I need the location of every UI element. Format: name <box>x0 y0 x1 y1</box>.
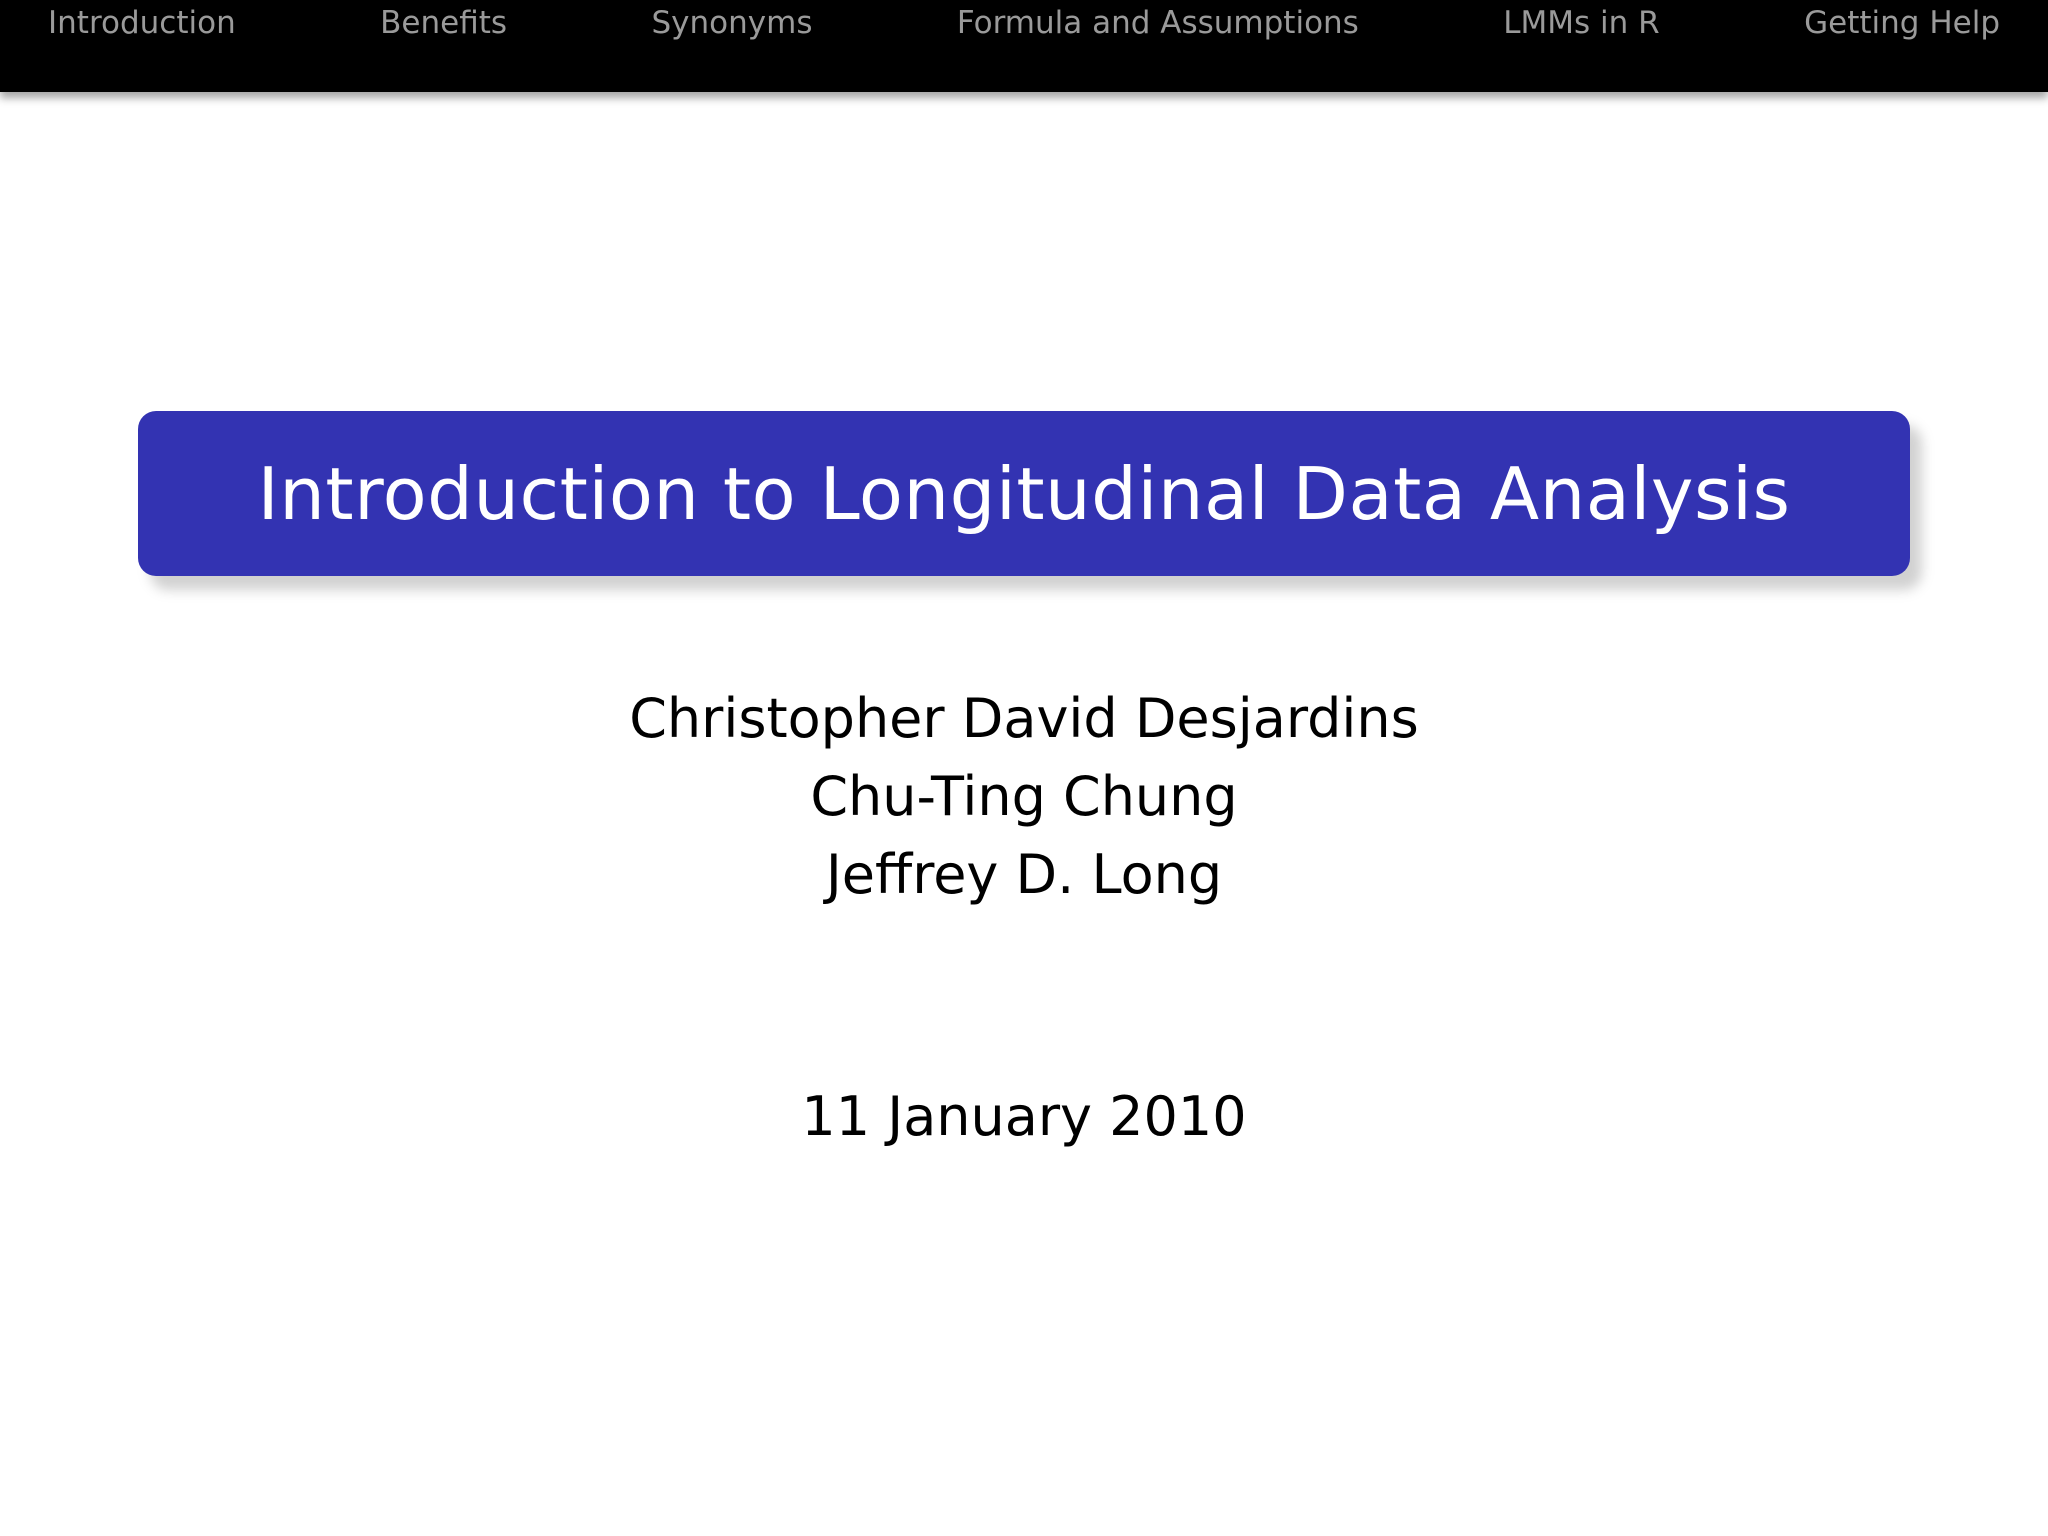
nav-item-benefits[interactable]: Benefits <box>380 5 508 41</box>
author-name: Christopher David Desjardins <box>629 687 1419 750</box>
author-name: Jeffrey D. Long <box>825 843 1223 906</box>
nav-item-formula-and-assumptions[interactable]: Formula and Assumptions <box>956 5 1359 41</box>
section-navigation-bar <box>0 0 2048 92</box>
nav-item-getting-help[interactable]: Getting Help <box>1804 5 2000 41</box>
author-list <box>0 680 2048 914</box>
title-box <box>138 411 1910 576</box>
presentation-date: 11 January 2010 <box>801 1085 1247 1148</box>
nav-item-introduction[interactable]: Introduction <box>48 5 236 41</box>
author-name: Chu-Ting Chung <box>810 765 1238 828</box>
title-block <box>138 411 1910 576</box>
nav-item-lmms-in-r[interactable]: LMMs in R <box>1503 5 1660 41</box>
slide-title: Introduction to Longitudinal Data Analysis <box>257 451 1791 536</box>
nav-item-synonyms[interactable]: Synonyms <box>651 5 813 41</box>
